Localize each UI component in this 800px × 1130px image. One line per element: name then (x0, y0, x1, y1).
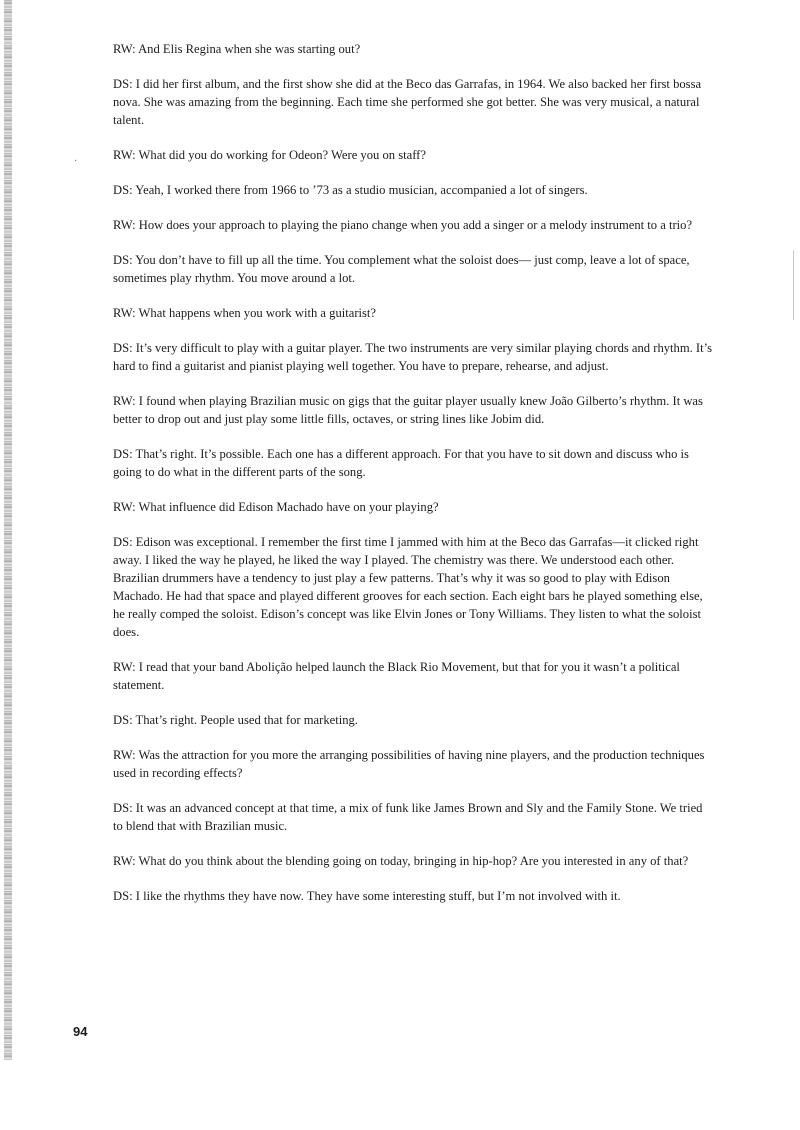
answer-paragraph: DS: I like the rhythms they have now. They have some interesting stuff, but I’m not involved with it. (113, 889, 621, 903)
question-paragraph: RW: How does your approach to playing the piano change when you add a singer or a melody instrument to a trio? (113, 218, 693, 232)
stray-mark: · (74, 156, 78, 167)
answer-paragraph: DS: That’s right. People used that for marketing. (113, 713, 358, 727)
answer-paragraph: DS: That’s right. It’s possible. Each one has a different approach. For that you have to sit down and discuss who is going to do what in the different parts of the song. (113, 447, 689, 479)
question-paragraph: RW: Was the attraction for you more the arranging possibilities of having nine players, and the production techniques used in recording effects? (113, 748, 705, 780)
question-paragraph: RW: What influence did Edison Machado have on your playing? (113, 500, 439, 514)
question-paragraph: RW: I read that your band Abolição helped launch the Black Rio Movement, but that for you it wasn’t a political statement. (113, 660, 680, 692)
answer-paragraph: DS: Yeah, I worked there from 1966 to ’73 as a studio musician, accompanied a lot of singers. (113, 183, 588, 197)
scan-edge-artifact (4, 0, 12, 1060)
question-paragraph: RW: And Elis Regina when she was starting out? (113, 42, 361, 56)
question-paragraph: RW: What happens when you work with a guitarist? (113, 306, 377, 320)
question-paragraph: RW: What did you do working for Odeon? Were you on staff? (113, 148, 426, 162)
question-paragraph: RW: What do you think about the blending going on today, bringing in hip-hop? Are you interested in any of that? (113, 854, 689, 868)
scan-edge-artifact-right (793, 250, 794, 320)
answer-paragraph: DS: Edison was exceptional. I remember the first time I jammed with him at the Beco das Garrafas—it clicked right away. I liked the way he played, he liked the way I played. The chemistry was there. We understood each other. Brazilian drummers have a tendency to just play a few patterns. That’s why it was so good to play with Edison Machado. He had that space and played different grooves for each section. Each eight bars he played something else, he really comped the soloist. Edison’s concept was like Elvin Jones or Tony Williams. They listen to what the soloist does. (113, 535, 703, 639)
answer-paragraph: DS: You don’t have to fill up all the time. You complement what the soloist does— just comp, leave a lot of space, sometimes play rhythm. You move around a lot. (113, 253, 690, 285)
answer-paragraph: DS: It’s very difficult to play with a guitar player. The two instruments are very similar playing chords and rhythm. It’s hard to find a guitarist and pianist playing well together. You have to prepare, rehearse, and adjust. (113, 341, 713, 373)
question-paragraph: RW: I found when playing Brazilian music on gigs that the guitar player usually knew João Gilberto’s rhythm. It was better to drop out and just play some little fills, octaves, or string lines like Jobim did. (113, 394, 703, 426)
answer-paragraph: DS: I did her first album, and the first show she did at the Beco das Garrafas, in 1964. We also backed her first bossa nova. She was amazing from the beginning. Each time she performed she got better. She was very musical, a natural talent. (113, 77, 702, 127)
interview-body (113, 40, 713, 922)
answer-paragraph: DS: It was an advanced concept at that time, a mix of funk like James Brown and Sly and the Family Stone. We tried to blend that with Brazilian music. (113, 801, 703, 833)
page-number: 94 (73, 1024, 88, 1039)
